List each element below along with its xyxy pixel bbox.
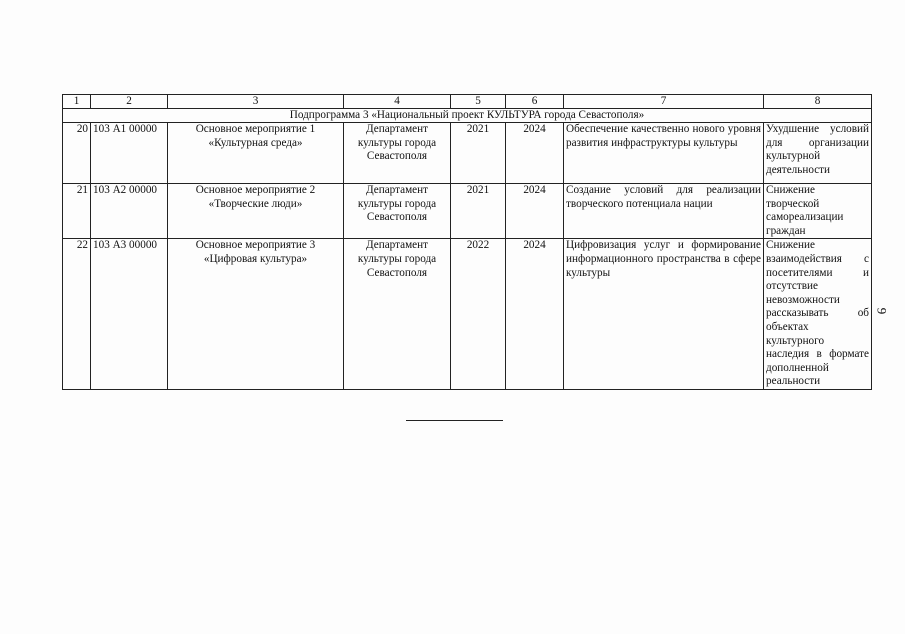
- event-name: Основное мероприятие 2 «Творческие люди»: [168, 184, 344, 239]
- executor: Департамент культуры города Севастополя: [344, 239, 451, 390]
- column-number: 3: [168, 95, 344, 109]
- column-number: 2: [91, 95, 168, 109]
- budget-code: 103 А3 00000: [91, 239, 168, 390]
- page-number: 9: [874, 307, 890, 315]
- consequence: Ухудшение условий для организации культурной деятельности: [764, 123, 872, 184]
- end-year: 2024: [506, 239, 564, 390]
- event-name: Основное мероприятие 3 «Цифровая культура»: [168, 239, 344, 390]
- end-year: 2024: [506, 184, 564, 239]
- measures-table: [62, 94, 872, 390]
- column-number: 7: [564, 95, 764, 109]
- row-number: 21: [63, 184, 91, 239]
- executor: Департамент культуры города Севастополя: [344, 123, 451, 184]
- column-number: 1: [63, 95, 91, 109]
- event-name: Основное мероприятие 1 «Культурная среда»: [168, 123, 344, 184]
- row-number: 22: [63, 239, 91, 390]
- column-number: 5: [451, 95, 506, 109]
- table-row: [63, 184, 872, 239]
- table-row: [63, 239, 872, 390]
- expected-result: Цифровизация услуг и формирование информационного пространства в сфере культуры: [564, 239, 764, 390]
- end-year: 2024: [506, 123, 564, 184]
- consequence: Снижение взаимодействия с посетителями и отсутствие невозможности рассказывать об объектах культурного наследия в формате дополненной реальности: [764, 239, 872, 390]
- start-year: 2021: [451, 123, 506, 184]
- table-row: [63, 123, 872, 184]
- column-number: 4: [344, 95, 451, 109]
- consequence: Снижение творческой самореализации граждан: [764, 184, 872, 239]
- subprogram-row: [63, 109, 872, 123]
- column-number: 6: [506, 95, 564, 109]
- start-year: 2021: [451, 184, 506, 239]
- budget-code: 103 А2 00000: [91, 184, 168, 239]
- column-number-row: [63, 95, 872, 109]
- subprogram-title: Подпрограмма 3 «Национальный проект КУЛЬТУРА города Севастополя»: [63, 109, 872, 123]
- column-number: 8: [764, 95, 872, 109]
- start-year: 2022: [451, 239, 506, 390]
- separator-line: [406, 420, 503, 421]
- budget-code: 103 А1 00000: [91, 123, 168, 184]
- expected-result: Обеспечение качественно нового уровня развития инфраструктуры культуры: [564, 123, 764, 184]
- executor: Департамент культуры города Севастополя: [344, 184, 451, 239]
- row-number: 20: [63, 123, 91, 184]
- expected-result: Создание условий для реализации творческого потенциала нации: [564, 184, 764, 239]
